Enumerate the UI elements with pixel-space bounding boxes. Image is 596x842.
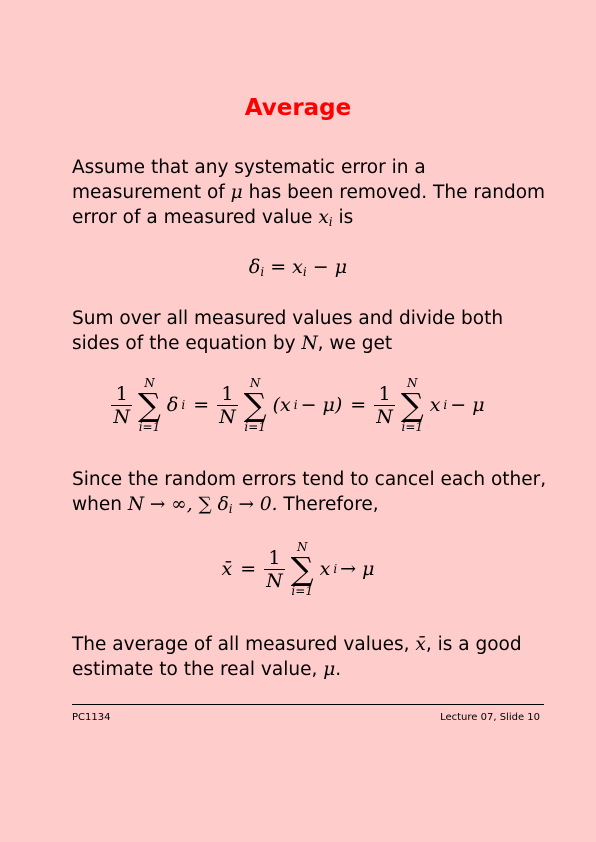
p3-text-b: Therefore, (283, 494, 379, 515)
paragraph-2 (72, 306, 552, 356)
eq2-term-2: (x (272, 394, 291, 416)
p2-text-b: , we get (317, 333, 393, 354)
p4-text-b: , is a good estimate to the real value, (72, 634, 522, 680)
eq1-delta-sub: i (260, 265, 265, 279)
footer-rule (72, 704, 544, 705)
eq2-term-3-sub: i (443, 398, 448, 412)
p4-text-a: The average of all measured values, (72, 634, 410, 655)
eq2-delta: δ (166, 394, 179, 416)
footer-course: PC1134 (72, 712, 111, 723)
p3-sum: ∑ δ (198, 494, 229, 515)
eq1-tail: − μ (312, 256, 348, 278)
eq3-tail: → μ (340, 558, 375, 580)
p3-text-a: Since the random errors tend to cancel each other, when (72, 469, 547, 515)
p2-N: N (301, 333, 318, 354)
paragraph-3 (72, 467, 552, 522)
eq2-frac-2: $\frac{1}{N}$ (219, 382, 236, 428)
eq3-x: x (319, 558, 331, 580)
eq2-sum-3: N ∑ i=1 (400, 376, 424, 434)
p4-text-c: . (335, 659, 342, 680)
eq3-xbar: x̄ (221, 558, 233, 580)
footer-slide-number: Lecture 07, Slide 10 (440, 712, 540, 723)
eq3-sum: N ∑ i=1 (290, 540, 314, 598)
p2-text-a: Sum over all measured values and divide both sides of the equation by (72, 308, 504, 354)
paragraph-1 (72, 155, 552, 235)
p1-x: x (318, 207, 329, 228)
eq1-rhs: = x (270, 256, 303, 278)
equation-3 (0, 540, 596, 598)
p4-xbar: x̄ (415, 634, 426, 655)
eq2-sum-1: N ∑ i=1 (138, 376, 161, 434)
eq2-equals-1: = (193, 394, 210, 416)
eq1-rhs-sub: i (302, 265, 307, 279)
p3-arrow: → 0. (238, 494, 278, 515)
eq2-term-2-tail: − μ) (300, 394, 343, 416)
eq2-equals-2: = (350, 394, 367, 416)
eq3-equals: = (240, 558, 257, 580)
p3-sum-sub: i (228, 502, 233, 516)
eq3-x-sub: i (333, 562, 338, 576)
p1-x-sub: i (328, 215, 333, 229)
eq1-delta: δ (248, 256, 261, 278)
equation-2 (0, 376, 596, 434)
eq3-frac: $\frac{1}{N}$ (266, 546, 283, 592)
slide-title: Average (244, 95, 352, 121)
eq2-term-2-sub: i (293, 398, 298, 412)
p1-text-b: has been removed. The random error of a measured value (72, 182, 546, 228)
eq2-term-3: x (429, 394, 441, 416)
p1-text-c: is (338, 207, 354, 228)
eq2-sum-2: N ∑ i=1 (243, 376, 267, 434)
eq2-frac-3: $\frac{1}{N}$ (376, 382, 393, 428)
eq2-frac-1: $\frac{1}{N}$ (113, 382, 131, 428)
paragraph-4 (72, 632, 552, 682)
eq2-term-3-tail: − μ (450, 394, 485, 416)
p3-limit: N → ∞, (127, 494, 193, 515)
p1-text-a: Assume that any systematic error in a measurement of (72, 157, 426, 203)
p1-mu: μ (230, 182, 243, 203)
eq2-delta-sub: i (181, 398, 186, 412)
equation-1 (0, 256, 596, 279)
p4-mu: μ (323, 659, 336, 680)
